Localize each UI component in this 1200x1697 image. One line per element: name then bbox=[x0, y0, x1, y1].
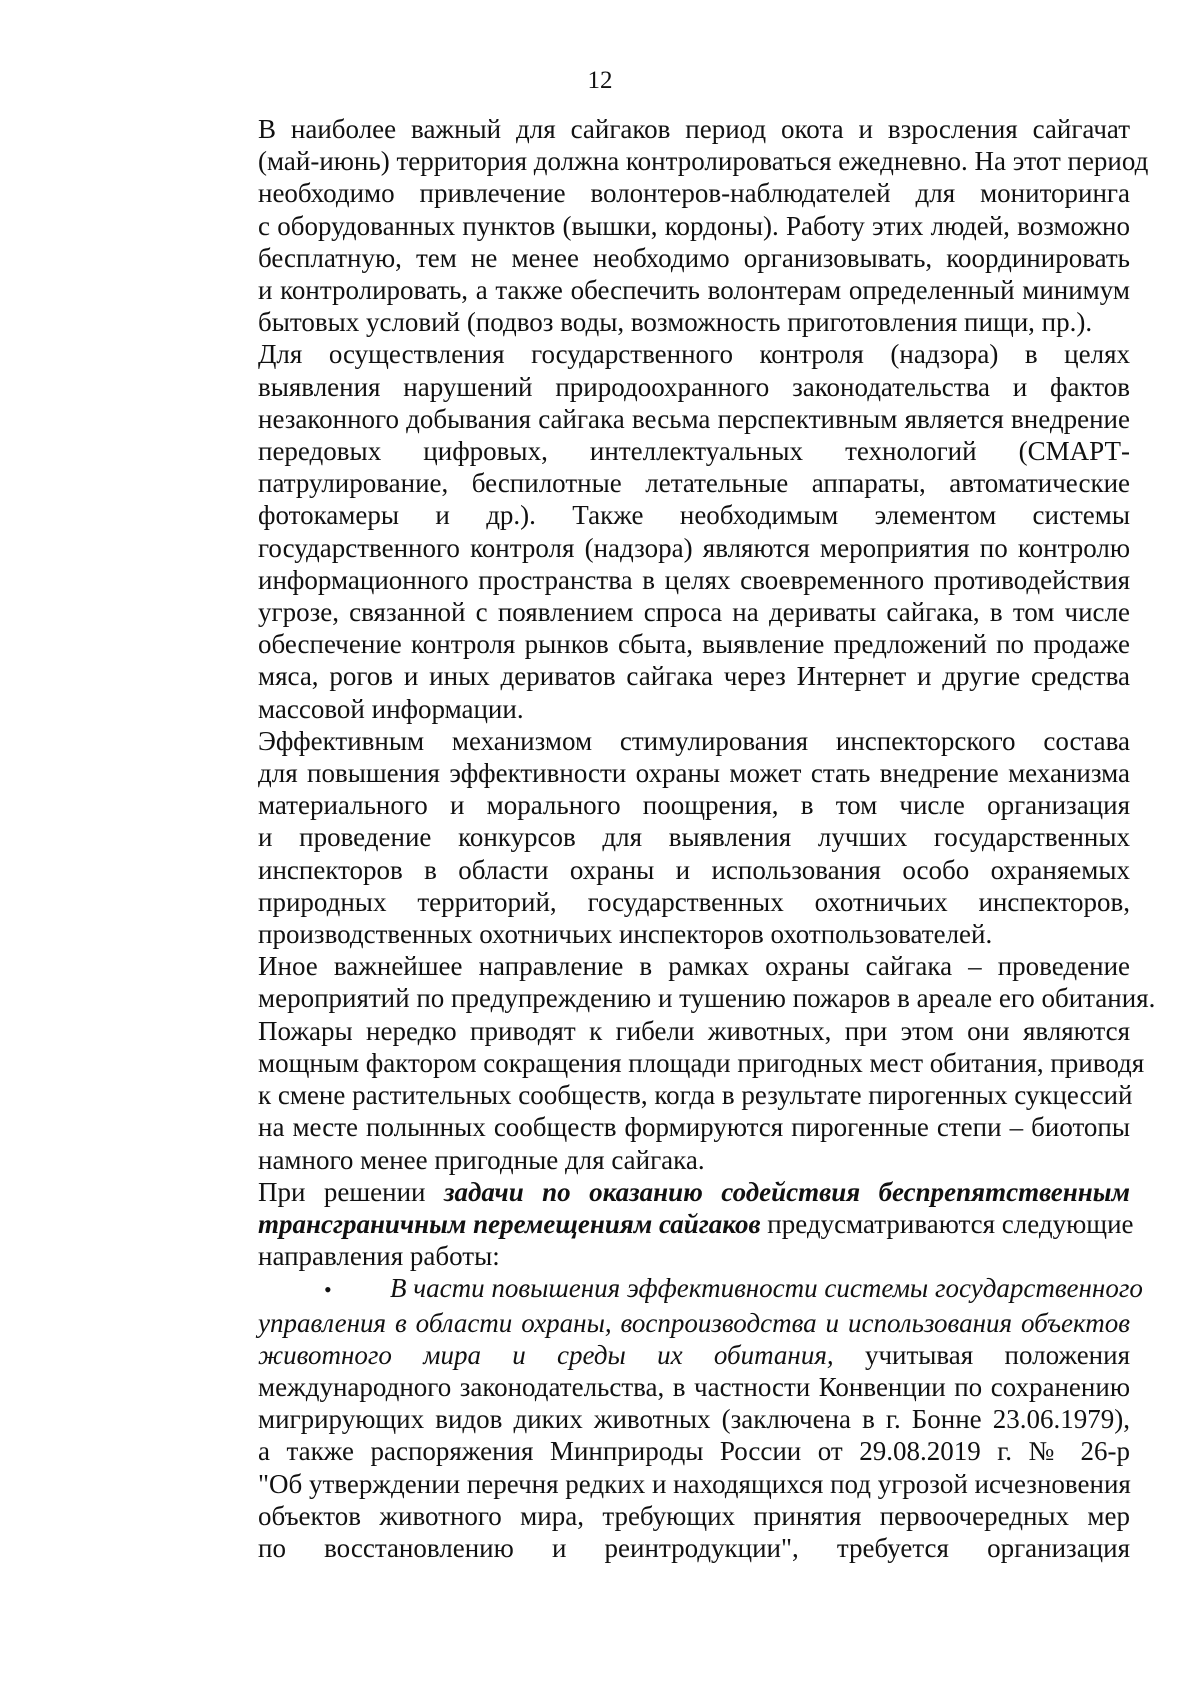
paragraph-state-control bbox=[186, 338, 1130, 724]
text-line: управления в области охраны, воспроизводства и использования объектов bbox=[258, 1307, 1130, 1338]
text-line: бесплатную, тем не менее необходимо организовывать, координировать bbox=[258, 242, 1130, 273]
body-text bbox=[186, 113, 1156, 1564]
bullet-first-line bbox=[186, 1272, 1143, 1306]
text-line: мощным фактором сокращения площади пригодных мест обитания, приводя bbox=[258, 1047, 1145, 1078]
task-emphasis: трансграничным перемещениям сайгаков bbox=[258, 1208, 761, 1239]
text-line: незаконного добывания сайгака весьма перспективным является внедрение bbox=[258, 403, 1130, 434]
text-line: бытовых условий (подвоз воды, возможность приготовления пищи, пр.). bbox=[258, 307, 1093, 338]
text-line: объектов животного мира, требующих принятия первоочередных мер bbox=[258, 1500, 1130, 1531]
bullet-icon: • bbox=[324, 1277, 332, 1303]
text-line: инспекторов в области охраны и использования особо охраняемых bbox=[258, 854, 1130, 885]
text-line: государственного контроля (надзора) являются мероприятия по контролю bbox=[258, 532, 1130, 563]
text-line: мигрирующих видов диких животных (заключена в г. Бонне 23.06.1979), bbox=[258, 1404, 1130, 1435]
text-line bbox=[186, 1208, 1134, 1240]
text-line: В части повышения эффективности системы государственного bbox=[390, 1273, 1143, 1304]
text-line: "Об утверждении перечня редких и находящихся под угрозой исчезновения bbox=[258, 1468, 1131, 1499]
paragraph-volunteers bbox=[186, 113, 1149, 338]
text-line: международного законодательства, в частности Конвенции по сохранению bbox=[258, 1371, 1130, 1402]
task-intro: При решении bbox=[258, 1176, 426, 1207]
paragraph-fire-prevention bbox=[186, 950, 1156, 1175]
text-line bbox=[186, 1339, 1130, 1371]
paragraph-inspector-incentives bbox=[186, 725, 1130, 950]
paragraph-transboundary-task bbox=[186, 1176, 1134, 1273]
text-line: (май-июнь) территория должна контролироваться ежедневно. На этот период bbox=[258, 146, 1149, 177]
text-line: Эффективным механизмом стимулирования инспекторского состава bbox=[258, 725, 1130, 756]
text-line: направления работы: bbox=[258, 1241, 500, 1272]
text-line: выявления нарушений природоохранного законодательства и фактов bbox=[258, 371, 1130, 402]
text-line: мяса, рогов и иных дериватов сайгака через Интернет и другие средства bbox=[258, 661, 1130, 692]
text-line: передовых цифровых, интеллектуальных технологий (СМАРТ- bbox=[258, 436, 1130, 467]
text-line: на месте полынных сообществ формируются пирогенные степи – биотопы bbox=[258, 1112, 1130, 1143]
text-line: для повышения эффективности охраны может стать внедрение механизма bbox=[258, 758, 1130, 789]
text-line: обеспечение контроля рынков сбыта, выявление предложений по продаже bbox=[258, 629, 1130, 660]
text-line: информационного пространства в целях своевременного противодействия bbox=[258, 564, 1130, 595]
text-line: а также распоряжения Минприроды России от 29.08.2019 г. № 26-р bbox=[258, 1436, 1130, 1467]
text-line: к смене растительных сообществ, когда в результате пирогенных сукцессий bbox=[258, 1080, 1133, 1111]
text-line: необходимо привлечение волонтеров-наблюдателей для мониторинга bbox=[258, 178, 1130, 209]
text-line: и проведение конкурсов для выявления лучших государственных bbox=[258, 822, 1130, 853]
text-line: производственных охотничьих инспекторов охотпользователей. bbox=[258, 919, 993, 950]
text-line: по восстановлению и реинтродукции", требуется организация bbox=[258, 1532, 1130, 1563]
text-line: природных территорий, государственных охотничьих инспекторов, bbox=[258, 886, 1130, 917]
task-emphasis: задачи по оказанию содействия беспрепятственным bbox=[443, 1176, 1130, 1207]
text-line: фотокамеры и др.). Также необходимым элементом системы bbox=[258, 500, 1130, 531]
text-line: намного менее пригодные для сайгака. bbox=[258, 1144, 705, 1175]
text-line: Иное важнейшее направление в рамках охраны сайгака – проведение bbox=[258, 951, 1130, 982]
text-line: Для осуществления государственного контроля (надзора) в целях bbox=[258, 339, 1130, 370]
text-line: материального и морального поощрения, в том числе организация bbox=[258, 790, 1130, 821]
text-line: и контролировать, а также обеспечить волонтерам определенный минимум bbox=[258, 275, 1130, 306]
bullet-plain-tail: учитывая положения bbox=[864, 1339, 1130, 1370]
text-line: угрозе, связанной с появлением спроса на дериваты сайгака, в том числе bbox=[258, 597, 1130, 628]
text-line: Пожары нередко приводят к гибели животных, при этом они являются bbox=[258, 1015, 1130, 1046]
task-tail: предусматриваются следующие bbox=[767, 1208, 1134, 1239]
bullet-item bbox=[186, 1272, 1143, 1564]
text-line: с оборудованных пунктов (вышки, кордоны). Работу этих людей, возможно bbox=[258, 210, 1130, 241]
text-line: мероприятий по предупреждению и тушению пожаров в ареале его обитания. bbox=[258, 983, 1156, 1014]
text-line: патрулирование, беспилотные летательные аппараты, автоматические bbox=[258, 468, 1130, 499]
text-line: массовой информации. bbox=[258, 693, 524, 724]
text-line: В наиболее важный для сайгаков период окота и взросления сайгачат bbox=[258, 114, 1130, 144]
text-line bbox=[186, 1176, 1130, 1208]
bullet-italic-tail: животного мира и среды их обитания, bbox=[258, 1339, 834, 1370]
page-number: 12 bbox=[587, 67, 613, 94]
